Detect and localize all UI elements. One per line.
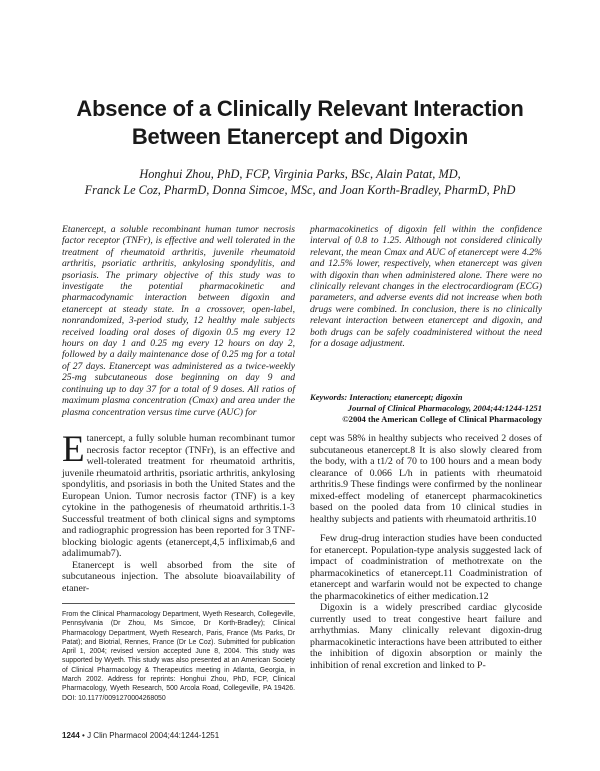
body-paragraph-2: Etanercept is well absorbed from the site of subcutaneous injection. The absolute bioavailability of etaner- [62, 559, 295, 594]
abstract-right-column [310, 224, 542, 349]
body-left-column [62, 429, 295, 594]
journal-citation: Journal of Clinical Pharmacology, 2004;44:1244-1251 [347, 403, 542, 413]
affiliation-footnote: From the Clinical Pharmacology Department, Wyeth Research, Collegeville, Pennsylvania (Dr Zhou, Ms Simcoe, Dr Korth-Bradley); Clinical Pharmacology Department, Wyeth Research, Paris, France (Ms Parks, Dr Patat); and Biotrial, Rennes, France (Dr Le Coz). Submitted for publication April 1, 2004; revised version accepted June 8, 2004. This study was supported by Wyeth. This study was also presented at an American Society of Clinical Pharmacology & Therapeutics meeting in Atlanta, Georgia, in March 2002. Address for reprints: Honghui Zhou, PhD, FCP, Clinical Pharmacology, Wyeth Research, 500 Arcola Road, Collegeville, PA 19426. DOI: 10.1177/0091270004268050 [62, 611, 295, 702]
footer-citation: J Clin Pharmacol 2004;44:1244-1251 [87, 731, 220, 740]
drop-cap: E [62, 429, 85, 470]
abstract-left-column [62, 224, 295, 418]
abstract-text-left: Etanercept, a soluble recombinant human tumor necrosis factor receptor (TNFr), is effective and well tolerated in the treatment of rheumatoid arthritis, juvenile rheumatoid arthritis, psoriatic arthritis, ankylosing spondylitis, and psoriasis. The primary objective of this study was to investigate the potential pharmacokinetic and pharmacodynamic interaction between digoxin and etanercept at steady state. In a crossover, open-label, nonrandomized, 3-period study, 12 healthy male subjects received loading oral doses of digoxin 0.5 mg every 12 hours on day 1 and 0.25 mg every 12 hours on day 2, followed by a daily maintenance dose of 0.25 mg for a total of 27 days. Etanercept was administered as a twice-weekly 25-mg subcutaneous dose beginning on day 9 and continuing up to day 37 for a total of 9 doses. All ratios of maximum plasma concentration (Cmax) and area under the plasma concentration versus time curve (AUC) for [62, 224, 295, 418]
page-footer [62, 731, 219, 740]
keywords-line: Keywords: Interaction; etanercept; digoxin [310, 392, 463, 402]
copyright-line: ©2004 the American College of Clinical Pharmacology [342, 414, 542, 424]
keywords-block [310, 392, 542, 425]
page-number: 1244 [62, 731, 80, 740]
body-paragraph-1-text: tanercept, a fully soluble human recombinant tumor necrosis factor receptor (TNFr), is an effective and well-tolerated treatment for rheumatoid arthritis, juvenile rheumatoid arthritis, psoriatic arthritis, ankylosing spondylitis, and psoriasis in both the United States and the European Union. Tumor necrosis factor (TNF) is a key cytokine in the pathogenesis of rheumatoid arthritis.1-3 Successful treatment of both clinical signs and symptoms and radiographic progression has been reported for 3 TNF-blocking biologic agents (etanercept,4,5 infliximab,6 and adalimumab7). [62, 433, 295, 559]
author-list [40, 166, 560, 198]
footer-separator: • [82, 731, 85, 740]
article-title [40, 95, 560, 151]
title-line-1: Absence of a Clinically Relevant Interaction [76, 96, 524, 121]
title-line-2: Between Etanercept and Digoxin [131, 124, 469, 149]
body-paragraph-1 [62, 429, 295, 560]
footnote-divider [62, 603, 295, 604]
authors-line-1: Honghui Zhou, PhD, FCP, Virginia Parks, BSc, Alain Patat, MD, [139, 167, 461, 181]
body-paragraph-5: Digoxin is a widely prescribed cardiac glycoside currently used to treat congestive heart failure and arrhythmias. Many clinically relevant digoxin-drug pharmacokinetic interactions have been attributed to either the inhibition of digoxin absorption or mainly the inhibition of renal excretion and linked to P- [310, 602, 542, 671]
body-right-column [310, 433, 542, 671]
abstract-text-right: pharmacokinetics of digoxin fell within the confidence interval of 0.8 to 1.25. Although not considered clinically relevant, the mean Cmax and AUC of etanercept were 4.2% and 12.5% lower, respectively, when etanercept was given with digoxin than when administered alone. There were no clinically relevant changes in the electrocardiogram (ECG) parameters, and adverse events did not increase when both drugs were combined. In conclusion, there is no clinically relevant interaction between etanercept and digoxin, and both drugs can be safely coadministered without the need for a dosage adjustment. [310, 224, 542, 350]
body-paragraph-4: Few drug-drug interaction studies have been conducted for etanercept. Population-type analysis suggested lack of impact of coadministration of methotrexate on the pharmacokinetics of etanercept.11 Coadministration of etanercept and warfarin would not be expected to change the pharmacokinetics of either medication.12 [310, 533, 542, 602]
authors-line-2: Franck Le Coz, PharmD, Donna Simcoe, MSc, and Joan Korth-Bradley, PharmD, PhD [84, 183, 516, 197]
body-paragraph-3: cept was 58% in healthy subjects who received 2 doses of subcutaneous etanercept.8 It is also slowly cleared from the body, with a t1/2 of 70 to 100 hours and a mean body clearance of 0.066 L/h in patients with rheumatoid arthritis.9 These findings were confirmed by the nonlinear mixed-effect modeling of etanercept pharmacokinetics based on the pooled data from 10 clinical studies in healthy subjects and patients with rheumatoid arthritis.10 [310, 433, 542, 525]
